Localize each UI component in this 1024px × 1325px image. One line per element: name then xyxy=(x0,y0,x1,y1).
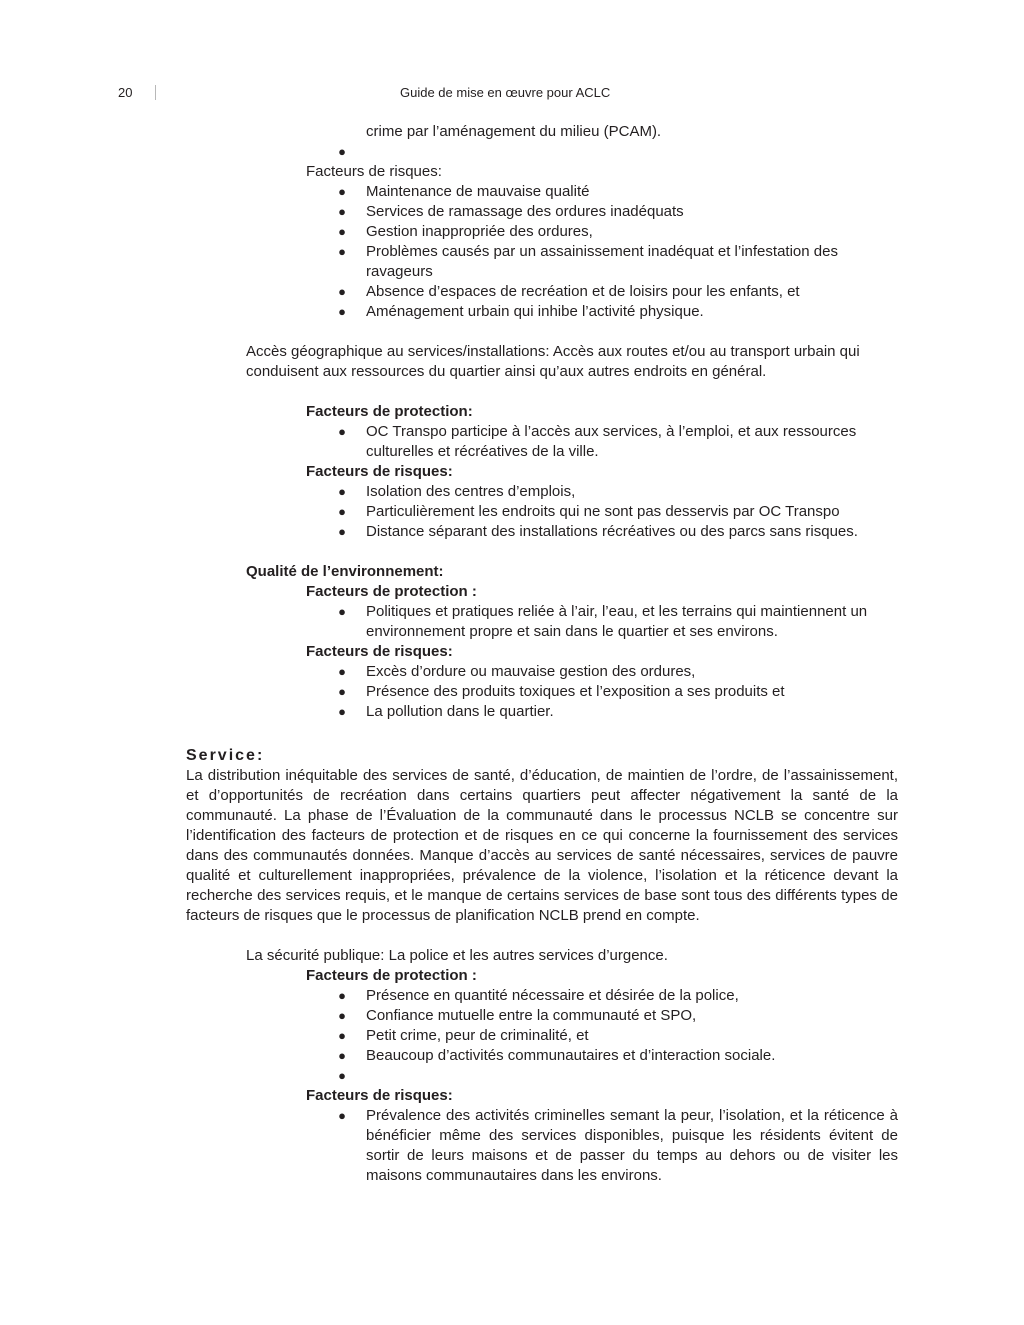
list-item: ● Excès d’ordure ou mauvaise gestion des ordures, xyxy=(0,662,1024,682)
list-item: ● Présence en quantité nécessaire et désirée de la police, xyxy=(0,986,1024,1006)
bullet-icon: ● xyxy=(338,424,346,439)
bullet-icon: ● xyxy=(338,524,346,539)
list-item: ● La pollution dans le quartier. xyxy=(0,702,1024,722)
bullet-icon: ● xyxy=(338,1008,346,1023)
public-safety-intro: La sécurité publique: La police et les autres services d’urgence. xyxy=(246,947,668,964)
list-item-empty xyxy=(0,142,1024,162)
bullet-icon: ● xyxy=(338,144,346,159)
list-item: ● Absence d’espaces de recréation et de loisirs pour les enfants, et xyxy=(0,282,1024,302)
bullet-icon: ● xyxy=(338,1028,346,1043)
risk-factors-label: Facteurs de risques: xyxy=(306,643,453,660)
list-item: ● Beaucoup d’activités communautaires et d’interaction sociale. xyxy=(0,1046,1024,1066)
bullet-icon: ● xyxy=(338,664,346,679)
list-item: ● Particulièrement les endroits qui ne sont pas desservis par OC Transpo xyxy=(0,502,1024,522)
list-item: ● Gestion inappropriée des ordures, xyxy=(0,222,1024,242)
risk-factors-label: Facteurs de risques: xyxy=(306,1087,453,1104)
bullet-icon: ● xyxy=(338,988,346,1003)
bullet-icon: ● xyxy=(338,204,346,219)
environment-heading: Qualité de l’environnement: xyxy=(246,563,444,580)
list-item: ● OC Transpo participe à l’accès aux services, à l’emploi, et aux ressources culturelles et récréatives de la ville. xyxy=(0,422,898,462)
list-item: ● Problèmes causés par un assainissement inadéquat et l’infestation des ravageurs xyxy=(0,242,898,282)
risk-factors-label: Facteurs de risques: xyxy=(306,463,453,480)
bullet-icon: ● xyxy=(338,304,346,319)
list-item: ● Prévalence des activités criminelles semant la peur, l’isolation, et la réticence à bénéficier même des services disponibles, puisque les résidents évitent de sortir de leurs maisons et de passer du temps au dehors ou de visiter les maisons communautaires dans les environs. xyxy=(0,1106,898,1186)
bullet-icon: ● xyxy=(338,1068,346,1083)
bullet-icon: ● xyxy=(338,184,346,199)
list-item: ● Présence des produits toxiques et l’exposition a ses produits et xyxy=(0,682,1024,702)
continuation-text: crime par l’aménagement du milieu (PCAM). xyxy=(366,123,662,140)
bullet-icon: ● xyxy=(338,284,346,299)
list-item-empty xyxy=(0,1066,1024,1086)
list-item: ● Confiance mutuelle entre la communauté et SPO, xyxy=(0,1006,1024,1026)
bullet-icon: ● xyxy=(338,604,346,619)
protection-factors-label: Facteurs de protection : xyxy=(306,583,477,600)
list-item: ● Petit crime, peur de criminalité, et xyxy=(0,1026,1024,1046)
list-item: ● Isolation des centres d’emplois, xyxy=(0,482,1024,502)
list-item: ● Maintenance de mauvaise qualité xyxy=(0,182,1024,202)
bullet-icon: ● xyxy=(338,244,346,259)
bullet-icon: ● xyxy=(338,504,346,519)
page-content xyxy=(0,122,1024,1186)
list-item: ● Services de ramassage des ordures inadéquats xyxy=(0,202,1024,222)
list-item: ● Politiques et pratiques reliée à l’air, l’eau, et les terrains qui maintiennent un environnement propre et sain dans le quartier et ses environs. xyxy=(0,602,898,642)
header-divider xyxy=(155,85,156,100)
risk-factors-label: Facteurs de risques: xyxy=(306,163,442,180)
protection-factors-label: Facteurs de protection : xyxy=(306,967,477,984)
bullet-icon: ● xyxy=(338,1048,346,1063)
page-number: 20 xyxy=(118,85,133,100)
bullet-icon: ● xyxy=(338,704,346,719)
service-heading: Service: xyxy=(186,747,265,764)
list-item: ● Distance séparant des installations récréatives ou des parcs sans risques. xyxy=(0,522,1024,542)
geo-access-intro: Accès géographique au services/installations: Accès aux routes et/ou au transport urbain qui conduisent aux ressources du quartier ainsi qu’aux autres endroits en général. xyxy=(246,343,860,380)
service-paragraph: La distribution inéquitable des services de santé, d’éducation, de maintien de l’ordre, de l’assainissement, et d’opportunités de recréation dans certains quartiers peut affecter négativement la santé de la communauté. La phase de l’Évaluation de la communauté dans le processus NCLB se concentre sur l’identification des facteurs de protection et de risques en ce qui concerne la fournissement des services dans des communautés données. Manque d’accès au services de santé nécessaires, services de pauvre qualité et culturellement inappropriées, prévalence de la violence, l’isolation et la réticence devant la recherche des services requis, et le manque de certains services de base sont tous des différents types de facteurs de risques que le processus de planification NCLB prend en compte. xyxy=(186,767,898,924)
bullet-icon: ● xyxy=(338,1108,346,1123)
list-item: ● Aménagement urbain qui inhibe l’activité physique. xyxy=(0,302,1024,322)
protection-factors-label: Facteurs de protection: xyxy=(306,403,473,420)
running-header: Guide de mise en œuvre pour ACLC xyxy=(400,85,611,100)
bullet-icon: ● xyxy=(338,484,346,499)
bullet-icon: ● xyxy=(338,684,346,699)
bullet-icon: ● xyxy=(338,224,346,239)
